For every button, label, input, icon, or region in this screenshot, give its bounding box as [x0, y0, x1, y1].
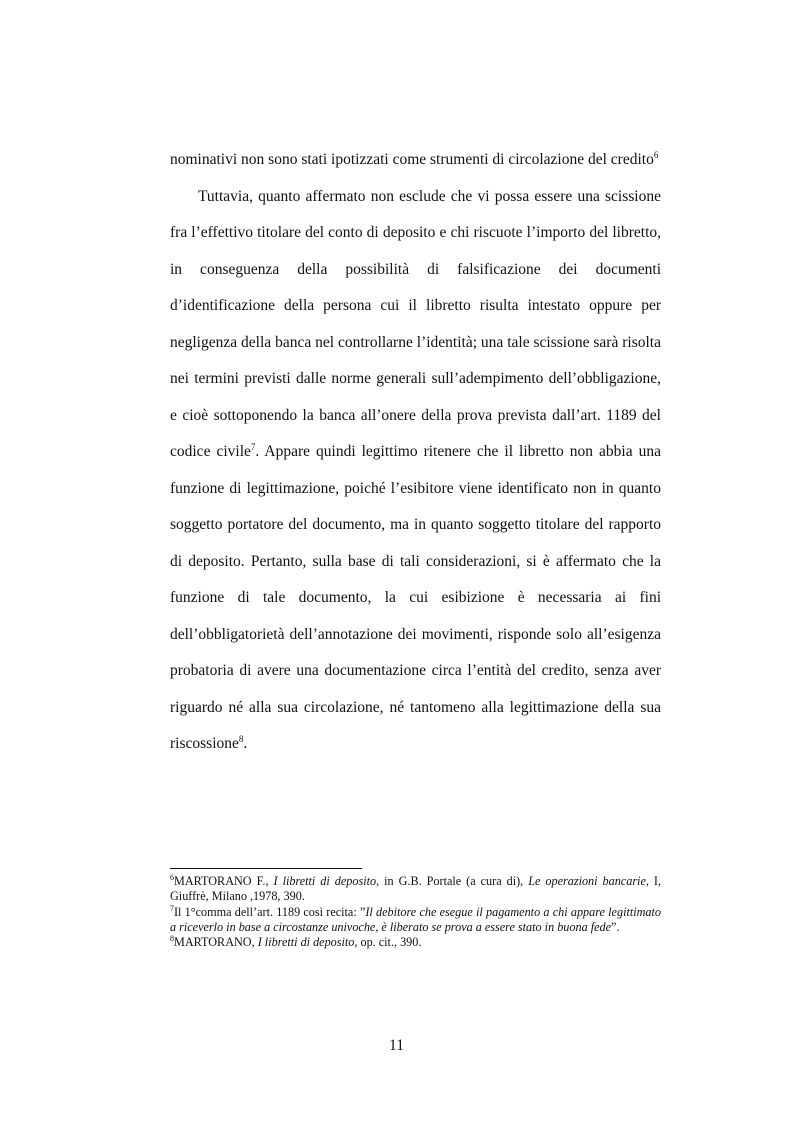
- footnote-8-end: op. cit., 390.: [357, 935, 422, 950]
- paragraph-1: [170, 142, 661, 179]
- footnote-7-end: ”.: [611, 919, 620, 934]
- footnote-ref-8[interactable]: 8: [238, 733, 244, 744]
- footnote-ref-6[interactable]: 6: [653, 149, 659, 160]
- footnote-6-end: I, Giuffrè, Milano ,1978, 390.: [170, 874, 662, 904]
- footnote-6-work: Le operazioni bancarie,: [528, 874, 649, 888]
- footnote-ref-7[interactable]: 7: [250, 441, 256, 452]
- footnote-separator: [170, 868, 362, 869]
- paragraph-1-text: nominativi non sono stati ipotizzati come strumenti di circolazione del credito: [170, 151, 654, 168]
- main-text: [170, 142, 661, 763]
- footnote-8-number: 8: [170, 934, 174, 944]
- paragraph-2-end: .: [243, 735, 248, 752]
- footnote-6-author: MARTORANO F.,: [174, 874, 269, 888]
- footnote-8-title: I libretti di deposito,: [257, 935, 358, 950]
- footnote-6-number: 6: [170, 872, 174, 882]
- page-number: 11: [389, 1037, 404, 1054]
- footnote-7-text: Il 1°comma dell’art. 1189 così recita: ”: [174, 904, 366, 919]
- paragraph-2: [170, 179, 661, 763]
- paragraph-2-text-b: . Appare quindi legittimo ritenere che il libretto non abbia una funzione di legittimazione, poiché l’esibitore viene identificato non in quanto soggetto portatore del documento, ma in quanto soggetto titolare del rapporto di deposito. Pertanto, sulla base di tali considerazioni, si è affermato che la funzione di tale documento, la cui esibizione è necessaria ai fini dell’obbligatorietà dell’annotazione dei movimenti, risponde solo all’esigenza probatoria di avere una documentazione circa l’entità del credito, senza aver riguardo né alla sua circolazione, né tantomeno alla legittimazione della sua riscossione: [170, 443, 661, 752]
- footnote-7-quote: Il debitore che esegue il pagamento a chi appare legittimato a riceverlo in base a circostanze univoche, è liberato se prova a essere stato in buona fede: [170, 904, 661, 934]
- footnote-7: [170, 905, 661, 936]
- footnote-8: [170, 935, 661, 950]
- footnote-8-author: MARTORANO,: [174, 935, 258, 950]
- footnote-6: [170, 874, 661, 905]
- footnote-7-number: 7: [170, 903, 174, 913]
- footnote-6-title: I libretti di deposito,: [273, 874, 380, 888]
- footnotes: [170, 874, 661, 950]
- paragraph-2-text-a: Tuttavia, quanto affermato non esclude che vi possa essere una scissione fra l’effettivo titolare del conto di deposito e chi riscuote l’importo del libretto, in conseguenza della possibilità di falsificazione dei documenti d’identificazione della persona cui il libretto risulta intestato oppure per negligenza della banca nel controllarne l’identità; una tale scissione sarà risolta nei termini previsti dalle norme generali sull’adempimento dell’obbligazione, e cioè sottoponendo la banca all’onere della prova prevista dall’art. 1189 del codice civile: [170, 187, 661, 460]
- footnote-6-mid: in G.B. Portale (a cura di),: [379, 874, 529, 888]
